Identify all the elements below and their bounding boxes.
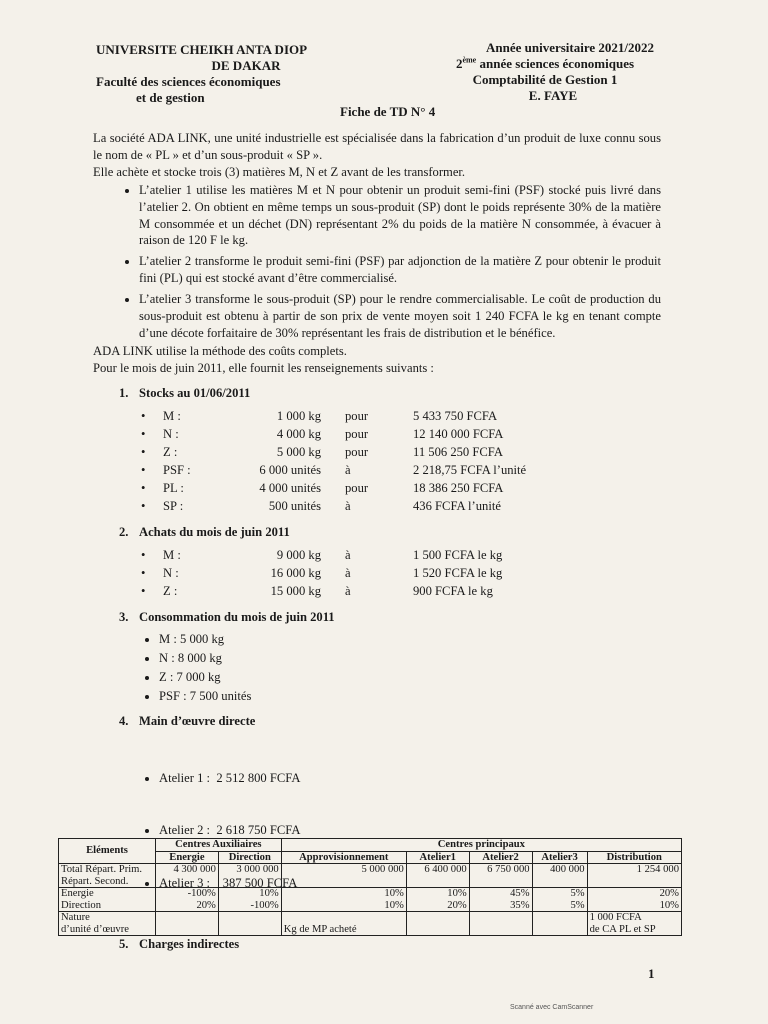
table-cell <box>218 912 281 936</box>
table-cell <box>156 912 219 936</box>
table-row <box>141 480 573 498</box>
item-label: N : <box>163 426 179 441</box>
item-label: Z : <box>163 444 178 459</box>
table-cell: 10% -100% <box>218 888 281 912</box>
quantity: 1 000 kg <box>276 408 321 423</box>
value: 5 433 750 FCFA <box>413 408 498 423</box>
item-label: PL : <box>163 480 184 495</box>
university-city: DE DAKAR <box>211 58 281 73</box>
section-heading-labor: 4. Main d’œuvre directe <box>119 714 256 729</box>
table-cell <box>532 912 587 936</box>
separator: à <box>345 498 351 513</box>
table-cell: Energie Direction <box>59 888 156 912</box>
list-item: • Z : 7 000 kg <box>159 669 661 686</box>
item-label: N : <box>163 565 179 580</box>
purchases-table <box>141 547 573 601</box>
separator: pour <box>345 444 369 459</box>
table-row <box>141 444 573 462</box>
table-header: Distribution <box>587 851 681 864</box>
table-header: Centres Auxiliaires <box>156 839 282 852</box>
table-header: Atelier2 <box>469 851 532 864</box>
intro-paragraph: La société ADA LINK, une unité industrielle est spécialisée dans la fabrication d’un produit de luxe connu sous le nom de « PL » et d’un sous-produit « SP ». <box>93 131 661 162</box>
table-header: Atelier3 <box>532 851 587 864</box>
bullet: • <box>141 498 146 513</box>
indirect-costs-table <box>58 838 682 936</box>
list-item: • N : 8 000 kg <box>159 650 661 667</box>
table-cell <box>406 912 469 936</box>
quantity: 16 000 kg <box>270 565 321 580</box>
bullet: • <box>141 462 146 477</box>
quantity: 4 000 unités <box>259 480 321 495</box>
table-cell: 10% 10% <box>281 888 406 912</box>
table-row <box>141 583 573 601</box>
section-heading-stocks: 1. Stocks au 01/06/2011 <box>119 385 251 400</box>
month-text: Pour le mois de juin 2011, elle fournit les renseignements suivants : <box>93 360 434 375</box>
separator: à <box>345 565 351 580</box>
item-label: SP : <box>163 498 184 513</box>
table-header: Atelier1 <box>406 851 469 864</box>
value: 12 140 000 FCFA <box>413 426 504 441</box>
table-header: Eléments <box>59 839 156 864</box>
page-number: 1 <box>648 966 655 981</box>
table-header: Energie <box>156 851 219 864</box>
item-label: Z : <box>163 583 178 598</box>
scanner-watermark: Scanné avec CamScanner <box>510 1004 594 1011</box>
list-item: • M : 5 000 kg <box>159 631 661 648</box>
table-cell: 1 254 000 <box>587 864 681 888</box>
value: 436 FCFA l’unité <box>413 498 501 513</box>
quantity: 6 000 unités <box>259 462 321 477</box>
bullet: • <box>141 583 146 598</box>
value: 1 500 FCFA le kg <box>413 547 503 562</box>
workshop-item: • L’atelier 1 utilise les matières M et N pour obtenir un produit semi-fini (PSF) stocké puis livré dans l’atelier 2. On obtient en même temps un sous-produit (SP) dont le poids représente 30% de la matière M consommée et un déchet (DN) représentant 2% du poids de la matière N consommée, à évacuer à raison de 120 F le kg. <box>139 182 661 250</box>
table-row <box>141 565 573 583</box>
table-cell: 400 000 <box>532 864 587 888</box>
table-row <box>141 408 573 426</box>
table-cell: 6 750 000 <box>469 864 532 888</box>
table-cell: 5% 5% <box>532 888 587 912</box>
table-row <box>141 426 573 444</box>
list-item: • Atelier 1 : 2 512 800 FCFA <box>159 770 661 787</box>
teacher-name: E. FAYE <box>528 88 578 103</box>
faculty-name-cont: et de gestion <box>136 90 205 105</box>
intro-materials: Elle achète et stocke trois (3) matières M, N et Z avant de les transformer. <box>93 164 466 179</box>
section-heading-indirect: 5. Charges indirectes <box>119 936 240 951</box>
bullet: • <box>141 444 146 459</box>
table-row <box>59 912 682 936</box>
section-heading-purchases: 2. Achats du mois de juin 2011 <box>119 524 290 539</box>
consumption-list <box>93 631 661 705</box>
bullet: • <box>141 565 146 580</box>
study-level: 2ème année sciences économiques <box>455 55 635 71</box>
table-cell: 1 000 FCFA de CA PL et SP <box>587 912 681 936</box>
table-row <box>59 888 682 912</box>
value: 18 386 250 FCFA <box>413 480 504 495</box>
course-name: Comptabilité de Gestion 1 <box>472 72 618 87</box>
academic-year: Année universitaire 2021/2022 <box>485 40 655 55</box>
worksheet-title: Fiche de TD N° 4 <box>340 104 436 119</box>
table-cell: 20% 10% <box>587 888 681 912</box>
workshop-item: • L’atelier 2 transforme le produit semi-fini (PSF) par adjonction de la matière Z pour obtenir le produit fini (PL) qui est stocké avant d’être commercialisé. <box>139 253 661 287</box>
table-cell: 4 300 000 <box>156 864 219 888</box>
list-item: • PSF : 7 500 unités <box>159 688 661 705</box>
list-item: • Atelier 2 : 2 618 750 FCFA <box>159 822 661 839</box>
separator: pour <box>345 426 369 441</box>
section-heading-consumption: 3. Consommation du mois de juin 2011 <box>119 609 335 624</box>
item-label: M : <box>163 547 181 562</box>
value: 11 506 250 FCFA <box>413 444 503 459</box>
table-cell: Nature d’unité d’œuvre <box>59 912 156 936</box>
table-cell <box>469 912 532 936</box>
document-body <box>93 130 661 953</box>
separator: à <box>345 583 351 598</box>
university-name: UNIVERSITE CHEIKH ANTA DIOP <box>96 42 308 57</box>
table-cell: 45% 35% <box>469 888 532 912</box>
course-header <box>420 40 670 104</box>
table-row <box>141 498 573 516</box>
table-cell: -100% 20% <box>156 888 219 912</box>
bullet: • <box>141 426 146 441</box>
value: 900 FCFA le kg <box>413 583 493 598</box>
table-cell: 6 400 000 <box>406 864 469 888</box>
table-row <box>59 864 682 888</box>
separator: à <box>345 462 351 477</box>
quantity: 500 unités <box>268 498 321 513</box>
bullet: • <box>141 547 146 562</box>
quantity: 5 000 kg <box>276 444 321 459</box>
bullet: • <box>141 408 146 423</box>
quantity: 15 000 kg <box>270 583 321 598</box>
method-text: ADA LINK utilise la méthode des coûts complets. <box>93 343 347 358</box>
table-header: Centres principaux <box>281 839 681 852</box>
list-item: • Atelier 3 : 387 500 FCFA <box>159 875 661 892</box>
item-label: M : <box>163 408 181 423</box>
workshop-list <box>93 182 661 342</box>
separator: pour <box>345 408 369 423</box>
item-label: PSF : <box>163 462 191 477</box>
table-cell: 10% 20% <box>406 888 469 912</box>
faculty-name: Faculté des sciences économiques <box>96 74 281 89</box>
table-cell: Kg de MP acheté <box>281 912 406 936</box>
quantity: 9 000 kg <box>276 547 321 562</box>
separator: à <box>345 547 351 562</box>
table-row <box>141 547 573 565</box>
university-header <box>96 42 356 106</box>
table-header: Approvisionnement <box>281 851 406 864</box>
separator: pour <box>345 480 369 495</box>
workshop-item: • L’atelier 3 transforme le sous-produit (SP) pour le rendre commercialisable. Le coût de production du sous-produit est obtenu à partir de son prix de vente moyen soit 1 240 FCFA le kg en tenant compte d’une décote forfaitaire de 30% représentant les frais de distribution et le bénéfice. <box>139 291 661 342</box>
quantity: 4 000 kg <box>276 426 321 441</box>
bullet: • <box>141 480 146 495</box>
value: 1 520 FCFA le kg <box>413 565 503 580</box>
table-header: Direction <box>218 851 281 864</box>
stocks-table <box>141 408 573 516</box>
value: 2 218,75 FCFA l’unité <box>413 462 527 477</box>
table-cell: 3 000 000 <box>218 864 281 888</box>
table-cell: Total Répart. Prim. Répart. Second. <box>59 864 156 888</box>
table-cell: 5 000 000 <box>281 864 406 888</box>
table-row <box>141 462 573 480</box>
